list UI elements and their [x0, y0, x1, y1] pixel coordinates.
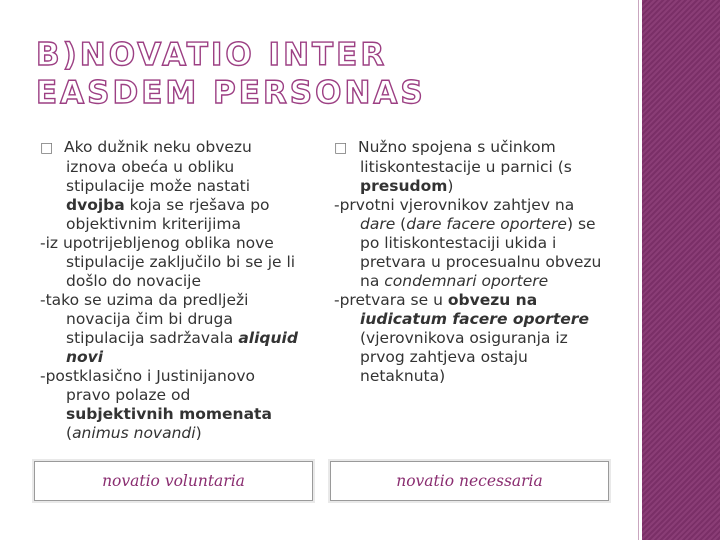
text: koja se rješava po objektivnim kriterijima [66, 196, 270, 233]
text: Nužno spojena s učinkom litiskontestacije u parnici (s [358, 138, 572, 176]
novatio-voluntaria-box: novatio voluntaria [34, 461, 313, 501]
text: -pretvara se u [334, 291, 448, 309]
text: -iz upotrijebljenog oblika nove stipulacije zaključilo bi se je li došlo do novacije [40, 234, 296, 290]
left-column [40, 138, 300, 443]
left-point-1 [40, 234, 300, 291]
italic-text: dare facere oportere [406, 215, 567, 233]
bold-italic-text: aliquid novi [66, 329, 298, 366]
text: (vjerovnikova osiguranja iz prvog zahtjeva ostaju netaknuta) [360, 329, 568, 385]
bullet-icon: □ [40, 140, 54, 156]
text: ( [66, 424, 73, 442]
right-column [334, 138, 602, 386]
bold-italic-text: iudicatum facere oportere [360, 310, 589, 328]
italic-text: condemnari oportere [384, 272, 549, 290]
right-intro [334, 138, 602, 196]
bold-text: dvojba [66, 196, 125, 214]
left-intro [40, 138, 300, 234]
left-point-3 [40, 367, 300, 443]
left-point-2 [40, 291, 300, 367]
text: ( [395, 215, 407, 233]
text: -postklasično i Justinijanovo pravo polaze od [40, 367, 255, 404]
text: ) [447, 177, 454, 195]
bold-text: subjektivnih momenata [66, 405, 272, 423]
right-point-2 [334, 291, 602, 386]
bold-text: presudom [360, 177, 448, 195]
text: Ako dužnik neku obvezu iznova obeća u obliku stipulacije može nastati [64, 138, 252, 195]
italic-text: animus novandi [72, 424, 196, 442]
decorative-sidebar [642, 0, 720, 540]
bold-text: obvezu na [447, 291, 538, 309]
slide-title: B)NOVATIO INTER EASDEM PERSONAS [36, 37, 426, 111]
right-point-1 [334, 196, 602, 291]
text: ) se po litiskontestaciji ukida i pretvara u procesualnu obvezu na [360, 215, 602, 290]
text: ) [195, 424, 202, 442]
novatio-necessaria-box: novatio necessaria [330, 461, 609, 501]
text: -prvotni vjerovnikov zahtjev na [334, 196, 575, 214]
italic-text: dare [360, 215, 396, 233]
text: -tako se uzima da predlježi novacija čim bi druga stipulacija sadržavala [40, 291, 249, 347]
bullet-icon: □ [334, 140, 348, 156]
